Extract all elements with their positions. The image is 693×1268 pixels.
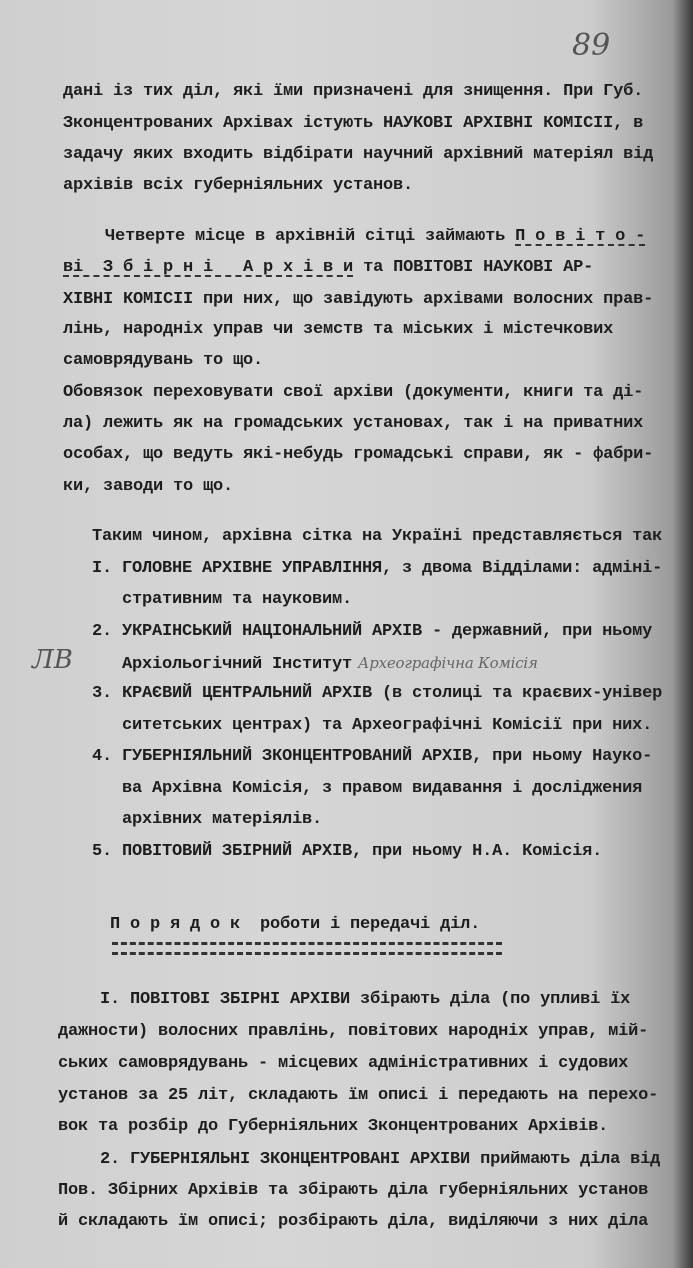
paragraph-line: Зконцентрованих Архівах істують НАУКОВІ АРХІВНІ КОМІСІІ, в [63, 114, 644, 133]
paragraph-line: задачу яких входить відбірати научний архівний матеріял від [63, 145, 654, 164]
list-item: стративним та науковим. [92, 590, 353, 609]
section-line: установ за 25 літ, складають їм описі і передають на перехо- [58, 1086, 659, 1105]
heading-underline [112, 952, 502, 955]
paragraph-line: лінь, народніх управ чи земств та міських і містечкових [63, 320, 614, 339]
list-item: I. ГОЛОВНЕ АРХІВНЕ УПРАВЛІННЯ, з двома Відділами: адміні- [92, 559, 663, 578]
paragraph-line [63, 258, 593, 278]
section-line: Пов. Збірних Архівів та збірають діла губерніяльних установ [58, 1181, 649, 1200]
list-item: 4. ГУБЕРНІЯЛЬНИЙ ЗКОНЦЕНТРОВАНИЙ АРХІВ, при ньому Науко- [92, 747, 653, 766]
text: та ПОВІТОВІ НАУКОВІ АР- [353, 258, 594, 277]
list-item: 5. ПОВІТОВИЙ ЗБІРНИЙ АРХІВ, при ньому Н.А. Комісія. [92, 842, 603, 861]
heading-underline [112, 942, 502, 945]
list-item: 3. КРАЄВИЙ ЦЕНТРАЛЬНИЙ АРХІВ (в столиці та краєвих-універ [92, 684, 663, 703]
emphasized-text: П о в і т о - [515, 227, 646, 246]
section-line: й складають їм описі; розбірають діла, виділяючи з них діла [58, 1212, 649, 1231]
list-item: ситетських центрах) та Археографічні Комісії при них. [92, 716, 653, 735]
paragraph-line: ХІВНІ КОМІСІІ при них, що завідують архівами волосних прав- [63, 290, 654, 309]
paragraph-line: дані із тих діл, які їми призначені для знищення. При Губ. [63, 82, 644, 101]
heading-emph: П о р я д о к [110, 915, 241, 934]
paragraph-line: ла) лежить як на громадських установах, так і на приватних [63, 414, 644, 433]
handwritten-addition: Археографічна Комісія [358, 654, 538, 672]
text: Архіольогічний Інститут [92, 655, 353, 674]
paragraph-line [105, 227, 645, 247]
list-item: ва Архівна Комісія, з правом видавання і досліджения [92, 779, 643, 798]
handwritten-margin-note: ЛВ [32, 645, 73, 675]
heading-rest: роботи і передачі діл. [240, 915, 481, 934]
section-heading [110, 915, 480, 935]
paragraph-line: Обовязок переховувати свої архіви (документи, книги та ді- [63, 383, 644, 402]
list-item: архівних матеріялів. [92, 810, 323, 829]
section-line: дажности) волосних правлінь, повітових народніх управ, мій- [58, 1022, 649, 1041]
handwritten-page-number: 89 [572, 28, 611, 63]
section-line: I. ПОВІТОВІ ЗБІРНІ АРХІВИ збірають діла (по упливі їх [100, 990, 631, 1009]
section-line: ських самоврядувань - місцевих адміністративних і судових [58, 1054, 629, 1073]
paragraph-line: самоврядувань то що. [63, 351, 264, 370]
text: Четверте місце в архівній сітці займають [105, 227, 516, 246]
emphasized-text: ві З б і р н і А р х і в и [63, 258, 354, 277]
list-intro: Таким чином, архівна сітка на Україні представляється так [92, 527, 663, 546]
list-item: 2. УКРАІНСЬКИЙ НАЦІОНАЛЬНИЙ АРХІВ - державний, при ньому [92, 622, 653, 641]
paragraph-line: архівів всіх губерніяльних установ. [63, 176, 414, 195]
paragraph-line: особах, що ведуть які-небудь громадські справи, як - фабри- [63, 445, 654, 464]
section-line: 2. ГУБЕРНІЯЛЬНІ ЗКОНЦЕНТРОВАНІ АРХІВИ приймають діла від [100, 1150, 661, 1169]
paragraph-line: ки, заводи то що. [63, 477, 234, 496]
list-item [92, 653, 538, 675]
section-line: вок та розбір до Губерніяльних Зконцентрованих Архівів. [58, 1117, 609, 1136]
